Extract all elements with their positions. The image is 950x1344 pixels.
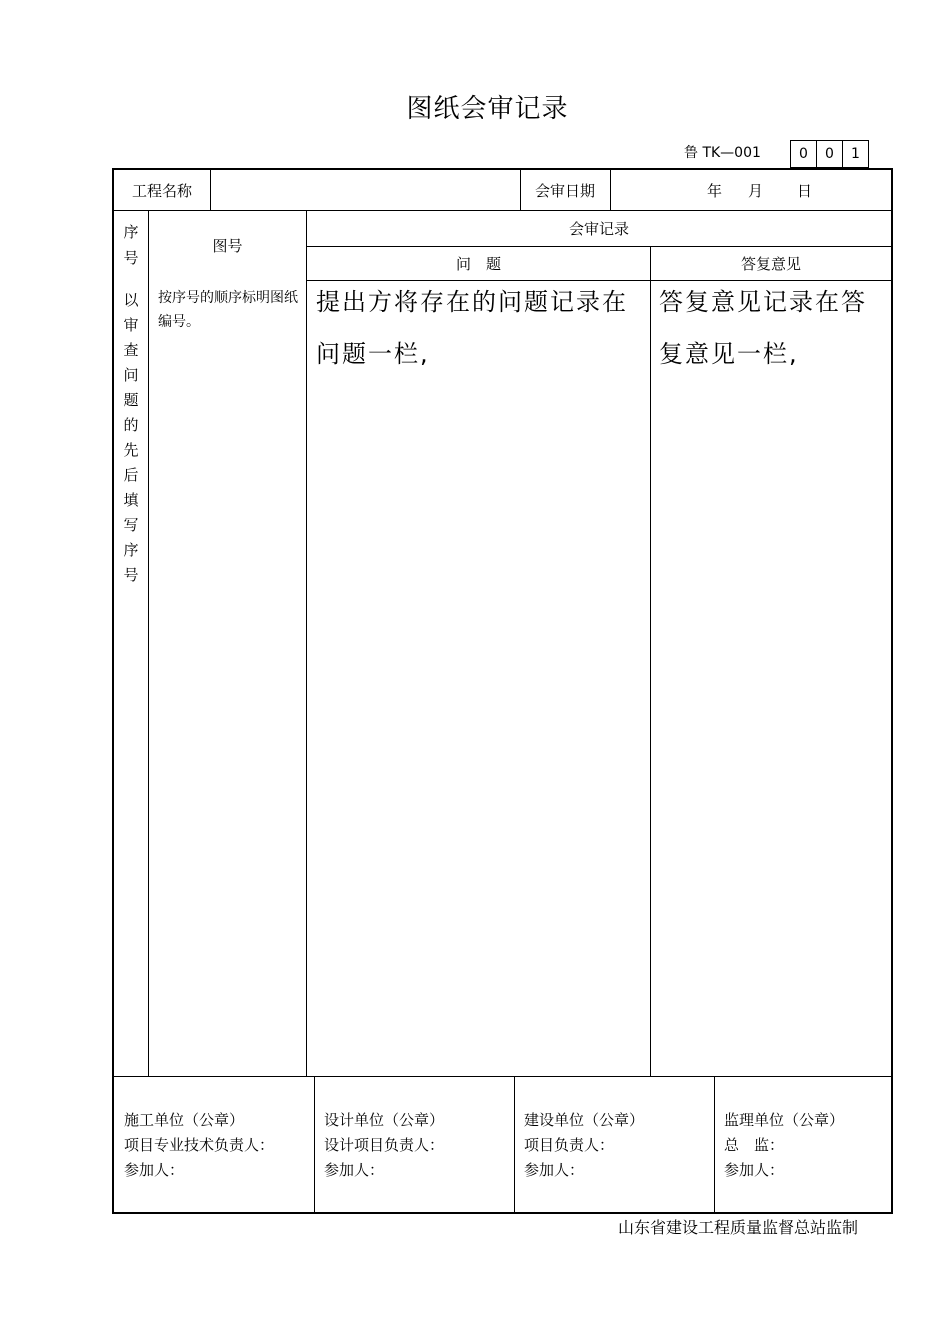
participants-label: 参加人： [724, 1161, 785, 1179]
seq-header-char: 序 [123, 223, 139, 241]
lead-label: 项目负责人： [524, 1136, 615, 1154]
page-title: 图纸会审记录 [406, 94, 569, 124]
form-code: 鲁 TK—001 [684, 145, 761, 161]
unit-label: 施工单位（公章） [124, 1111, 245, 1129]
review-date-field[interactable] [611, 170, 891, 210]
seq-char: 审 [123, 316, 139, 334]
question-header: 问 题 [455, 255, 501, 273]
seq-char: 号 [123, 566, 139, 584]
seq-char: 后 [123, 466, 139, 484]
unit-label: 监理单位（公章） [724, 1111, 845, 1129]
seq-char: 序 [123, 541, 139, 559]
seq-header [114, 210, 148, 280]
day-label: 日 [797, 181, 813, 200]
lead-label: 项目专业技术负责人： [124, 1136, 275, 1154]
construction-signature-block [124, 1108, 274, 1183]
review-date-label: 会审日期 [534, 181, 595, 200]
seq-char: 问 [123, 366, 139, 384]
design-signature-block [324, 1108, 444, 1183]
reply-instruction: 答复意见记录在答复意见一栏, [659, 288, 867, 368]
drawing-no-instruction: 按序号的顺序标明图纸编号。 [158, 290, 298, 330]
lead-label: 总 监： [724, 1136, 785, 1154]
seq-char: 先 [123, 441, 139, 459]
seq-char: 以 [123, 291, 139, 309]
seq-instruction [114, 288, 148, 588]
lead-label: 设计项目负责人： [324, 1136, 445, 1154]
question-instruction: 提出方将存在的问题记录在问题一栏, [316, 288, 628, 368]
seq-char: 查 [123, 341, 139, 359]
serial-digit: 0 [816, 140, 843, 168]
review-record-header: 会审记录 [568, 219, 629, 238]
seq-char: 写 [123, 516, 139, 534]
drawing-no-header: 图号 [212, 236, 243, 255]
footer-issuer: 山东省建设工程质量监督总站监制 [617, 1218, 858, 1237]
serial-digit: 0 [790, 140, 817, 168]
project-name-field[interactable] [211, 170, 519, 210]
seq-char: 题 [123, 391, 139, 409]
reply-header: 答复意见 [740, 255, 801, 273]
unit-label: 建设单位（公章） [524, 1111, 645, 1129]
year-label: 年 [707, 181, 723, 200]
project-name-label: 工程名称 [131, 181, 192, 200]
seq-char: 填 [123, 491, 139, 509]
review-form-table [112, 168, 893, 1214]
month-label: 月 [748, 181, 764, 200]
owner-signature-block [524, 1108, 644, 1183]
participants-label: 参加人： [324, 1161, 385, 1179]
seq-header-char: 号 [123, 249, 139, 267]
unit-label: 设计单位（公章） [324, 1111, 445, 1129]
participants-label: 参加人： [524, 1161, 585, 1179]
participants-label: 参加人： [124, 1161, 185, 1179]
supervision-signature-block [724, 1108, 844, 1183]
serial-digit: 1 [842, 140, 869, 168]
seq-char: 的 [123, 416, 139, 434]
